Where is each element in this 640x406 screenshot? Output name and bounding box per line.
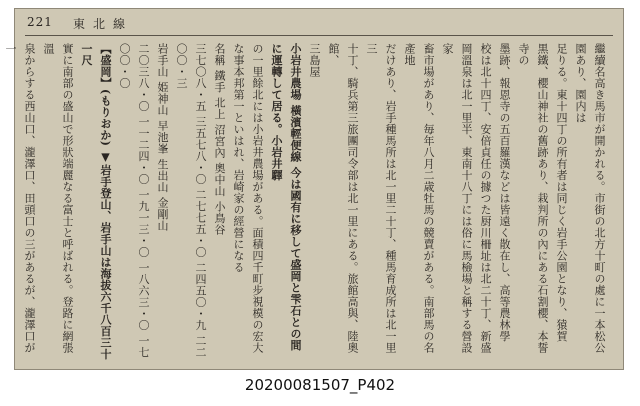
text-column (0, 43, 1, 361)
text-column: 校は北十四丁、安倍貞任の據つた厨川柵址は北二十丁、新盛 (479, 43, 492, 354)
section-heading: 【盛岡】(もりおか) ▼岩手登山、岩手山は海拔六千八百三十一尺 (80, 43, 112, 360)
section-heading: 小岩井農場 橫濱輕便線 今は國有に移して盛岡と雫石との間に運轉して居る。小岩井驛 (270, 43, 302, 351)
text-column: 三島屋 (308, 43, 321, 78)
table-column: 二〇三八・〇 一一二四・〇 一九一三・〇 一八六三・〇 一七〇〇・〇 (118, 43, 150, 358)
text-column: な事本邦第一といはれ、岩崎家の經營になる (232, 43, 245, 273)
header-rule (25, 35, 613, 36)
text-column: 畜市場があり、毎年八月二歳牡馬の競賣がある。南部馬の名產地 (403, 43, 435, 354)
table-column: 三七〇八・五 三五七八・〇 二七七五・〇 二四五〇・九 二二〇〇・三 (175, 43, 207, 358)
text-column: 實に南部の盛山で形狀端麗なる富士と呼ばれる。登路に網張溫 (42, 43, 74, 354)
text-column: 岡溫泉は北一里半、東南十八丁には俗に馬檢場と稱する營設家 (441, 43, 473, 354)
table-column: 岩手山 姫神山 早池峯 生出山 金剛山 (156, 43, 169, 232)
text-column: 墨跡、報恩寺の五百羅漢などは皆遠く散在し、高等農林學 (498, 43, 511, 342)
running-title: 東北線 (73, 17, 134, 31)
text-column: 泉からする西山口、瀧澤口、田頭口の三があるが、瀧澤口が一 (4, 43, 36, 354)
text-column: 黒鐵、櫻山神社の舊跡あり、栽判所の內にある石割櫻、本誓寺の (517, 43, 549, 354)
text-column: の一里餘北には小岩井農場がある。面積四千町步視模の宏大 (251, 43, 264, 354)
text-column: 十丁、騎兵第三旅團司令部は北一里にある。旅館高與、陸奧館、 (327, 43, 359, 354)
main-text (4, 43, 609, 361)
table-column: 名稱 鐵手 北上 沼宮內 奧中山 小鳥谷 (213, 43, 226, 236)
text-column: 足りる。東十四丁の所有者は同じく岩手公園となり、猿賀 (555, 43, 568, 342)
image-caption: 20200081507_P402 (244, 376, 396, 394)
text-column: だけあり、岩手種馬所は北一里二十丁、種馬育成所は北一里三 (365, 43, 397, 354)
page-number: 221 (27, 15, 53, 29)
scanned-page (4, 8, 624, 370)
text-column: 繼續名高き馬市が開かれる。市街の北方十町の處に一本松公園あり、園内は (574, 43, 606, 354)
